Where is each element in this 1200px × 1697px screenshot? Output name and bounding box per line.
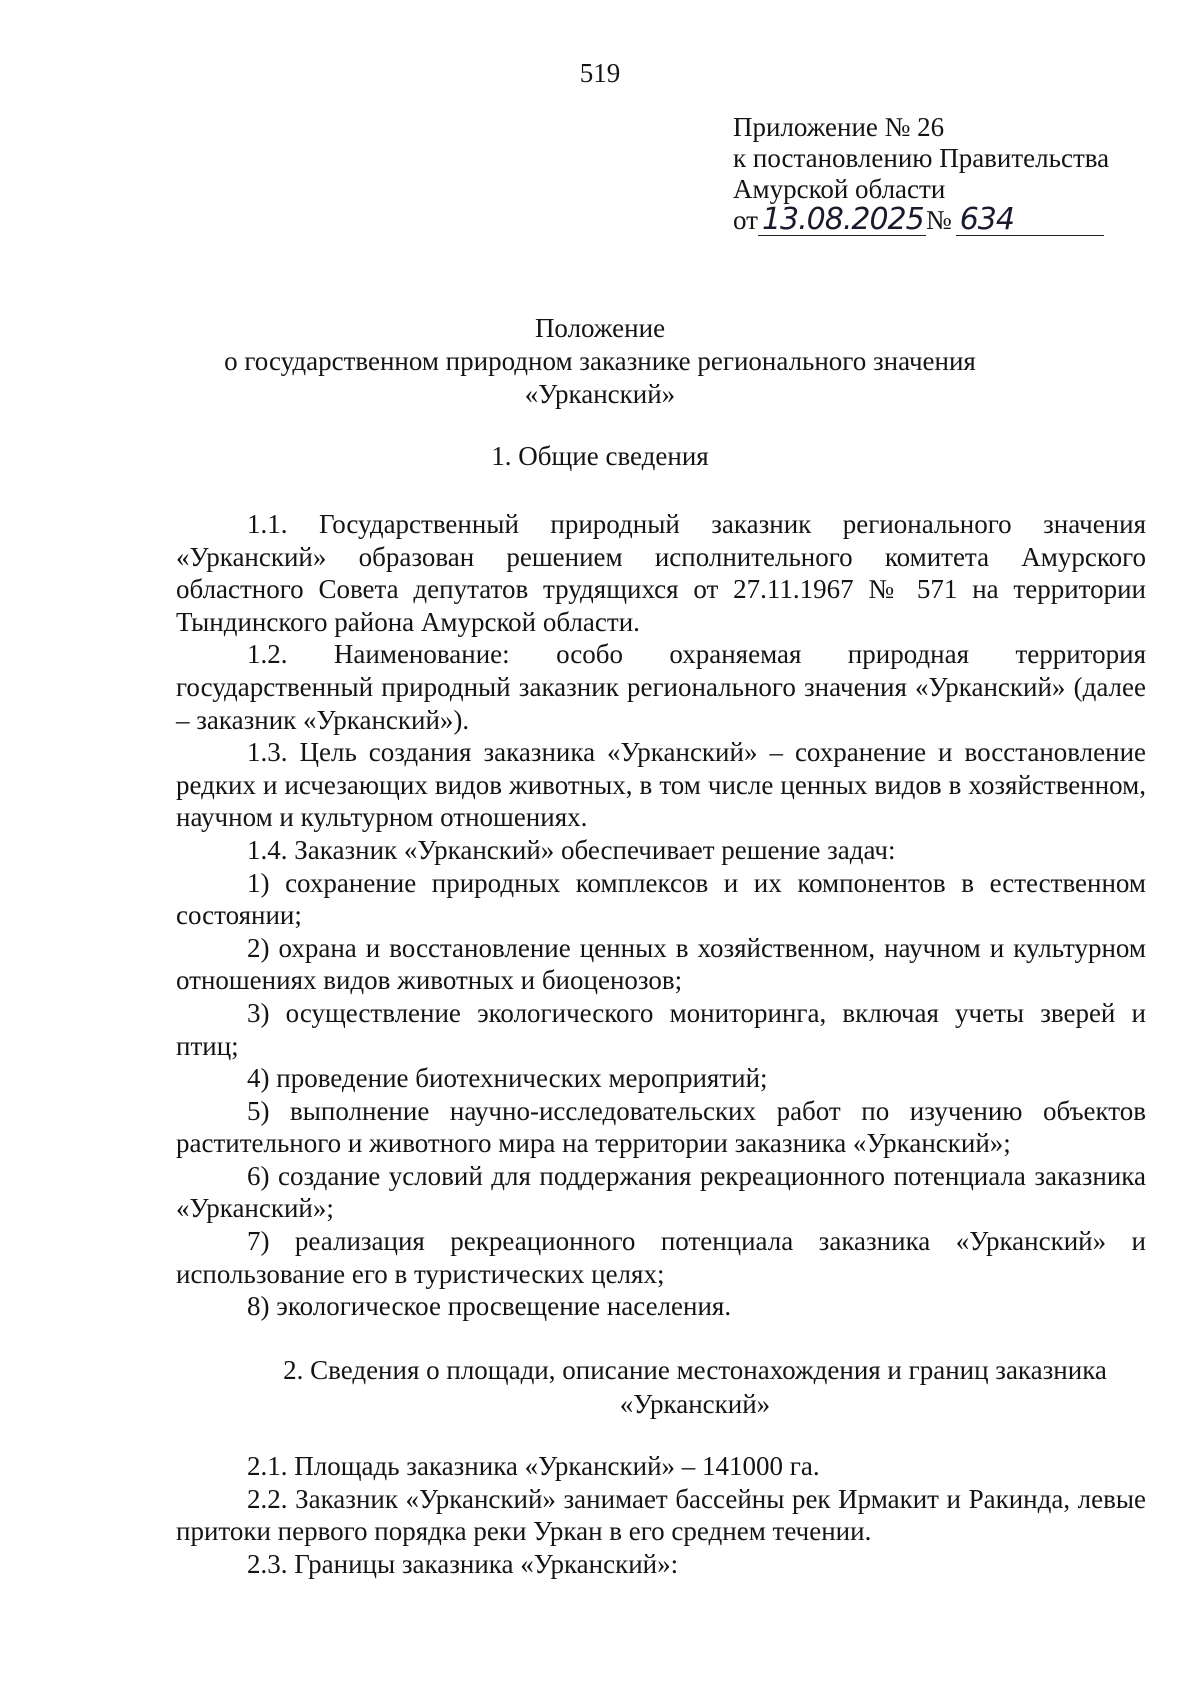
task-item-1: 1) сохранение природных комплексов и их компонентов в естественном состоянии; — [176, 867, 1146, 931]
paragraph-1-1: 1.1. Государственный природный заказник регионального значения «Урканский» образован решением исполнительного комитета Амурского областного Совета депутатов трудящихся от 27.11.1967 № 571 на территории Тындинского района Амурской области. — [176, 509, 1146, 637]
task-item-5: 5) выполнение научно-исследовательских работ по изучению объектов растительного и животного мира на территории заказника «Урканский»; — [176, 1095, 1146, 1159]
paragraph-1-3: 1.3. Цель создания заказника «Урканский» – сохранение и восстановление редких и исчезающих видов животных, в том числе ценных видов в хозяйственном, научном и культурном отношениях. — [176, 737, 1146, 833]
task-item-2: 2) охрана и восстановление ценных в хозяйственном, научном и культурном отношениях видов животных и биоценозов; — [176, 932, 1146, 996]
title-line-3: «Урканский» — [524, 379, 676, 409]
paragraph-1-2: 1.2. Наименование: особо охраняемая природная территория государственный природный заказник регионального значения «Урканский» (далее – заказник «Урканский»). — [176, 639, 1146, 735]
annex-date-number-row — [733, 202, 1109, 237]
handwritten-number: 634 — [956, 205, 1104, 236]
annex-from-label: от — [733, 205, 758, 235]
task-item-6: 6) создание условий для поддержания рекреационного потенциала заказника «Урканский»; — [176, 1160, 1146, 1224]
section-1-heading: 1. Общие сведения — [491, 441, 709, 471]
annex-region: Амурской области — [733, 174, 946, 204]
paragraph-2-3: 2.3. Границы заказника «Урканский»: — [247, 1548, 679, 1579]
section-2-heading-line-2: «Урканский» — [619, 1389, 771, 1419]
task-item-3: 3) осуществление экологического мониторинга, включая учеты зверей и птиц; — [176, 997, 1146, 1061]
page-number: 519 — [579, 58, 621, 88]
section-2-heading — [240, 1353, 1150, 1421]
paragraph-1-4: 1.4. Заказник «Урканский» обеспечивает решение задач: — [247, 834, 896, 865]
paragraph-2-1: 2.1. Площадь заказника «Урканский» – 141000 га. — [247, 1451, 820, 1481]
task-item-7: 7) реализация рекреационного потенциала заказника «Урканский» и использование его в туристических целях; — [176, 1226, 1146, 1289]
task-item-4: 4) проведение биотехнических мероприятий; — [247, 1063, 768, 1094]
annex-resolution-ref: к постановлению Правительства — [733, 143, 1110, 173]
title-line-1: Положение — [534, 313, 666, 343]
document-title — [0, 312, 1200, 411]
handwritten-date: 13.08.2025 — [758, 205, 926, 236]
task-item-8: 8) экологическое просвещение населения. — [247, 1291, 732, 1322]
section-2-heading-line-1: 2. Сведения о площади, описание местонахождения и границ заказника — [283, 1355, 1107, 1385]
annex-block — [733, 112, 1109, 236]
section-2-body — [176, 1450, 1146, 1580]
title-line-2: о государственном природном заказнике регионального значения — [224, 346, 976, 376]
annex-number-label: № — [925, 205, 952, 235]
annex-title: Приложение № 26 — [733, 112, 945, 142]
section-1-body — [176, 508, 1146, 1323]
paragraph-2-2: 2.2. Заказник «Урканский» занимает бассейны рек Ирмакит и Ракинда, левые притоки первого порядка реки Уркан в его среднем течении. — [176, 1483, 1146, 1547]
